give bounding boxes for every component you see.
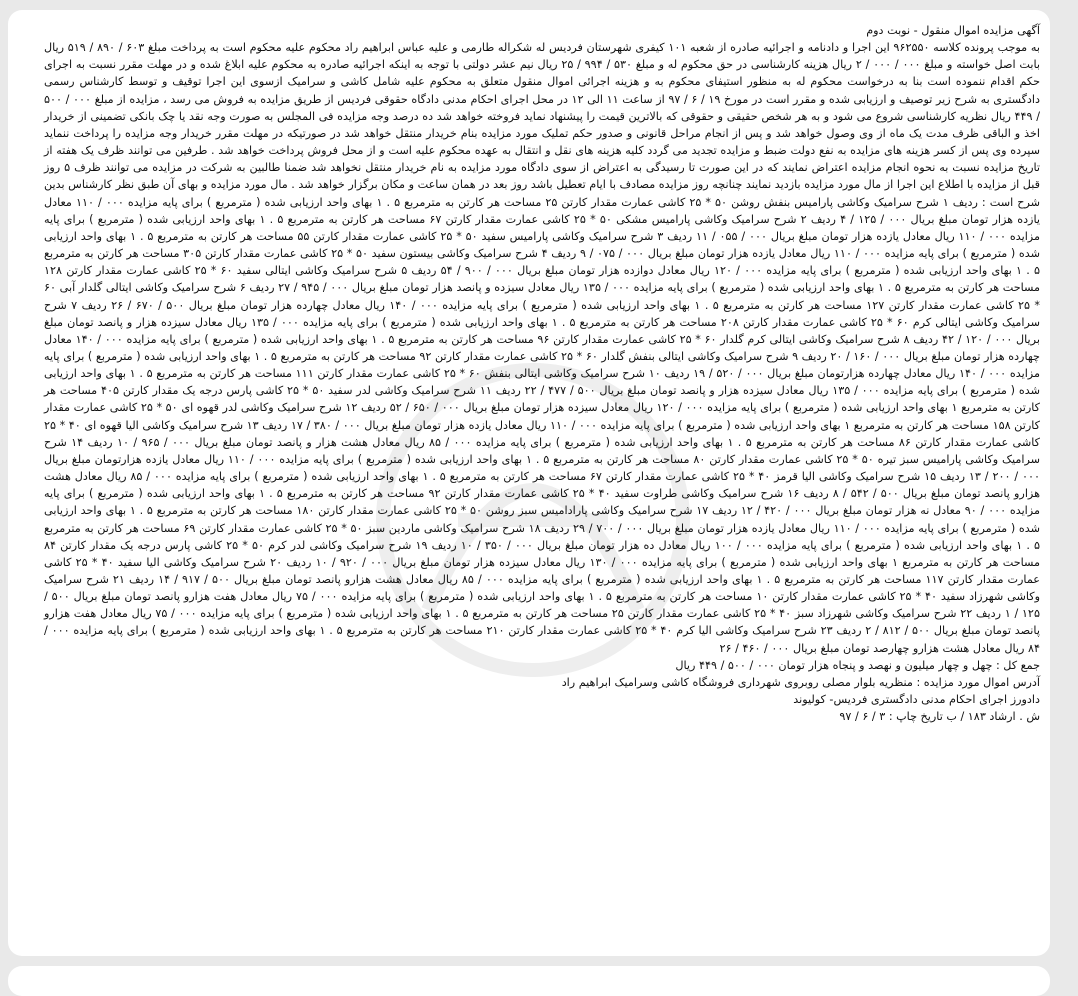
notice-authority: دادورز اجرای احکام مدنی دادگستری فردیس- کولیوند — [793, 693, 1040, 707]
next-card-edge — [8, 966, 1050, 996]
notice-card — [8, 10, 1050, 956]
notice-title: آگهی مزایده اموال منقول - نوبت دوم — [866, 24, 1040, 37]
notice-text — [44, 22, 1040, 725]
notice-footer: ش . ارشاد ۱۸۳ / ب تاریخ چاپ : ۳ / ۶ / ۹۷ — [839, 710, 1040, 724]
notice-total: جمع کل : چهل و چهار میلیون و نهصد و پنجاه هزار تومان ۰۰۰ / ۵۰۰ / ۴۴۹ ریال — [675, 658, 1040, 672]
notice-body: به موجب پرونده کلاسه ۹۶۲۵۵۰ این اجرا و دادنامه و اجرائیه صادره از شعبه ۱۰۱ کیفری شهرستان فردیس له شکراله طارمی و علیه عباس ابراهیم راد محکوم علیه محکوم است به پرداخت مبلغ ۶۰۳ / ۸۹۰ / ۵۱۹ ریال بابت اصل خواسته و مبلغ ۰۰۰ / ۰۰۰ / ۲ ریال هزینه کارشناسی در حق محکوم له و مبلغ ۵۳۰ / ۹۹۴ / ۲۵ ریال نیم عشر دولتی با توجه به اینکه اجرائیه صادره به محکوم علیه ابلاغ شده و در مهلت مقرر نسبت به اجرای حکم اقدام ننموده است بنا به درخواست محکوم له به منظور استیفای محکوم به و هزینه اجرائی اموال منقول متعلق به محکوم علیه شامل کاشی و سرامیک ازسوی این اجرا توقیف و توسط کارشناس رسمی دادگستری به شرح زیر توصیف و ارزیابی شده و مقرر است در مورخ ۱۹ / ۶ / ۹۷ از ساعت ۱۱ الی ۱۲ در محل اجرای احکام مدنی دادگاه حقوقی فردیس از طریق مزایده به فروش می رسد ، مزایده از مبلغ ۰۰۰ / ۵۰۰ / ۴۴۹ ریال نظریه کارشناسی شروع می شود و به هر شخص حقیقی و حقوقی که بالاترین قیمت را پیشنهاد نماید فروخته خواهد شد ده درصد وجه مزایده فی المجلس به صورت وجه نقد یا چک بانکی تضمینی از خریدار اخذ و الباقی ظرف مدت یک ماه از وی وصول خواهد شد و پس از انجام مراحل قانونی و صدور حکم تملیک مورد مزایده بنام خریدار منتقل خواهد شد در صورتیکه در مهلت مقرر خریدار وجه مزایده را پرداخت ننماید سپرده وی پس از کسر هزینه های مزایده به نفع دولت ضبط و مزایده تجدید می گردد کلیه هزینه های نقل و انتقال به عهده محکوم علیه است و از محل فروش پرداخت خواهد شد . طرفین می توانند ظرف یک هفته از تاریخ مزایده نسبت به نحوه انجام مزایده اعتراض نمایند که در این صورت تا رسیدگی به اعتراض از سوی دادگاه مورد مزایده به نام خریدار منتقل نخواهد شد ضمنا طالبین به شرکت در مزایده می توانند ظرف ۵ روز قبل از مزایده با اطلاع این اجرا از مال مورد مزایده بازدید نمایند چنانچه روز مزایده مصادف با ایام تعطیل باشد روز بعد در همان ساعت و مکان برگزار خواهد شد . مال مورد مزایده و بهای آن طبق نظر کارشناس بدین شرح است : ردیف ۱ شرح سرامیک وکاشی پارامیس بنفش روشن ۵۰ * ۲۵ کاشی عمارت مقدار کارتن ۲۵ مساحت هر کارتن به مترمربع ۵ . ۱ بهای واحد ارزیابی شده ( مترمربع ) برای پایه مزایده ۰۰۰ / ۱۱۰ معادل یازده هزار تومان مبلغ بریال ۰۰۰ / ۱۲۵ / ۴ ردیف ۲ شرح سرامیک وکاشی پارامیس مشکی ۵۰ * ۲۵ کاشی عمارت مقدار کارتن ۶۷ مساحت هر کارتن به مترمربع ۵ . ۱ بهای واحد ارزیابی شده ( مترمربع ) برای پایه مزایده ۰۰۰ / ۱۱۰ ریال معادل یازده هزار تومان مبلغ بریال ۰۰۰ / ۰۵۵ / ۱۱ ردیف ۳ شرح سرامیک وکاشی پارامیس سفید ۵۰ * ۲۵ کاشی عمارت مقدار کارتن ۵۵ مساحت هر کارتن به مترمربع ۵ . ۱ بهای واحد ارزیابی شده ( مترمربع ) برای پایه مزایده ۰۰۰ / ۱۱۰ ریال معادل یازده هزار تومان مبلغ بریال ۰۰۰ / ۰۷۵ / ۹ ردیف ۴ شرح سرامیک وکاشی بیستون سفید ۵۰ * ۲۵ کاشی عمارت مقدار کارتن ۳۰۵ مساحت هر کارتن به مترمربع ۵ . ۱ بهای واحد ارزیابی شده ( مترمربع ) برای پایه مزایده ۰۰۰ / ۱۲۰ ریال معادل دوازده هزار تومان مبلغ بریال ۰۰۰ / ۹۰۰ / ۵۴ ردیف ۵ شرح سرامیک وکاشی ایتالی سفید ۶۰ * ۲۵ کاشی عمارت مقدار کارتن ۱۲۸ مساحت هر کارتن به مترمربع ۵ . ۱ بهای واحد ارزیابی شده ( مترمربع ) برای پایه مزایده ۰۰۰ / ۱۳۵ ریال معادل سیزده و پانصد هزار تومان مبلغ بریال ۰۰۰ / ۹۴۵ / ۲۷ ردیف ۶ شرح سرامیک وکاشی ایتالی گلدار آبی ۶۰ * ۲۵ کاشی عمارت مقدار کارتن ۱۲۷ مساحت هر کارتن به مترمربع ۵ . ۱ بهای واحد ارزیابی شده ( مترمربع ) برای پایه مزایده ۰۰۰ / ۱۴۰ ریال معادل چهارده هزار تومان مبلغ بریال ۵۰۰ / ۶۷۰ / ۲۶ ردیف ۷ شرح سرامیک وکاشی ایتالی کرم ۶۰ * ۲۵ کاشی عمارت مقدار کارتن ۲۰۸ مساحت هر کارتن به مترمربع ۵ . ۱ بهای واحد ارزیابی شده ( مترمربع ) برای پایه مزایده ۰۰۰ / ۱۳۵ ریال معادل سیزده هزار و پانصد تومان مبلغ بریال ۰۰۰ / ۱۲۰ / ۴۲ ردیف ۸ شرح سرامیک وکاشی ایتالی کرم گلدار ۶۰ * ۲۵ کاشی عمارت مقدار کارتن ۹۶ مساحت هر کارتن به مترمربع ۵ . ۱ بهای واحد ارزیابی شده ( مترمربع ) برای پایه مزایده ۰۰۰ / ۱۴۰ معادل چهارده هزار تومان مبلغ بریال ۰۰۰ / ۱۶۰ / ۲۰ ردیف ۹ شرح سرامیک وکاشی ایتالی بنفش گلدار ۶۰ * ۲۵ کاشی عمارت مقدار کارتن ۹۲ مساحت هر کارتن به مترمربع ۵ . ۱ بهای واحد ارزیابی شده ( مترمربع ) برای پایه مزایده ۰۰۰ / ۱۴۰ ریال معادل چهارده هزارتومان مبلغ بریال ۰۰۰ / ۵۲۰ / ۱۹ ردیف ۱۰ شرح سرامیک وکاشی ایتالی بنفش ۶۰ * ۲۵ کاشی عمارت مقدار کارتن ۱۱۱ مساحت هر کارتن به مترمربع ۵ . ۱ بهای واحد ارزیابی شده ( مترمربع ) برای پایه مزایده ۰۰۰ / ۱۳۵ ریال معادل سیزده هزار و پانصد تومان مبلغ بریال ۵۰۰ / ۴۷۷ / ۲۲ ردیف ۱۱ شرح سرامیک وکاشی لدر سفید ۵۰ * ۲۵ کاشی پارس درجه یک مقدار کارتن ۴۰۵ مساحت هر کارتن به مترمربع ۱ بهای واحد ارزیابی شده ( مترمربع ) برای پایه مزایده ۰۰۰ / ۱۲۰ ریال معادل سیزده هزار تومان مبلغ بریال ۰۰۰ / ۶۵۰ / ۵۲ ردیف ۱۲ شرح سرامیک وکاشی لدر قهوه ای ۵۰ * ۲۵ کاشی عمارت مقدار کارتن ۱۵۸ مساحت هر کارتن به مترمربع ۱ بهای واحد ارزیابی شده ( مترمربع ) برای پایه مزایده ۰۰۰ / ۱۱۰ ریال معادل یازده هزار تومان مبلغ بریال ۰۰۰ / ۳۸۰ / ۱۷ ردیف ۱۳ شرح سرامیک وکاشی الیا قهوه ای ۴۰ * ۲۵ کاشی عمارت مقدار کارتن ۸۶ مساحت هر کارتن به مترمربع ۵ . ۱ بهای واحد ارزیابی شده ( مترمربع ) برای پایه مزایده ۰۰۰ / ۸۵ ریال معادل هشت هزار و پانصد تومان مبلغ بریال ۰۰۰ / ۹۶۵ / ۱۰ ردیف ۱۴ شرح سرامیک وکاشی پارامیس سبز تیره ۵۰ * ۲۵ کاشی عمارت مقدار کارتن ۸۰ مساحت هر کارتن به مترمربع ۵ . ۱ بهای واحد ارزیابی شده ( مترمربع ) برای پایه مزایده ۰۰۰ / ۱۱۰ ریال معادل یازده هزارتومان مبلغ بریال ۰۰۰ / ۲۰۰ / ۱۳ ردیف ۱۵ شرح سرامیک وکاشی الیا قرمز ۴۰ * ۲۵ کاشی عمارت مقدار کارتن ۶۷ مساحت هر کارتن به مترمربع ۵ . ۱ بهای واحد ارزیابی شده ( مترمربع ) برای پایه مزایده ۰۰۰ / ۸۵ ریال معادل هشت هزارو پانصد تومان مبلغ بریال ۵۰۰ / ۵۴۲ / ۸ ردیف ۱۶ شرح سرامیک وکاشی طراوت سفید ۴۰ * ۲۵ کاشی عمارت مقدار کارتن ۹۲ مساحت هر کارتن به مترمربع ۵ . ۱ بهای واحد ارزیابی شده ( مترمربع ) برای پایه مزایده ۰۰۰ / ۹۰ معادل نه هزار تومان مبلغ بریال ۰۰۰ / ۴۲۰ / ۱۲ ردیف ۱۷ شرح سرامیک وکاشی پارادامیس سبز روشن ۵۰ * ۲۵ کاشی عمارت مقدار کارتن ۱۸۰ مساحت هر کارتن به مترمربع ۵ . ۱ بهای واحد ارزیابی شده ( مترمربع ) برای پایه مزایده ۰۰۰ / ۱۱۰ ریال معادل یازده هزار تومان مبلغ بریال ۰۰۰ / ۷۰۰ / ۲۹ ردیف ۱۸ شرح سرامیک وکاشی ماردین سبز ۵۰ * ۲۵ کاشی عمارت مقدار کارتن ۶۹ مساحت هر کارتن به مترمربع ۵ . ۱ بهای واحد ارزیابی شده ( مترمربع ) برای پایه مزایده ۰۰۰ / ۱۰۰ ریال معادل ده هزار تومان مبلغ بریال ۰۰۰ / ۳۵۰ / ۱۰ ردیف ۱۹ شرح سرامیک وکاشی لدر کرم ۵۰ * ۲۵ کاشی پارس درجه یک مقدار کارتن ۸۴ مساحت هر کارتن به مترمربع ۱ بهای واحد ارزیابی شده ( مترمربع ) برای پایه مزایده ۰۰۰ / ۱۳۰ ریال معادل سیزده هزار تومان مبلغ بریال ۰۰۰ / ۹۲۰ / ۱۰ ردیف ۲۰ شرح سرامیک وکاشی الیا سفید ۴۰ * ۲۵ کاشی عمارت مقدار کارتن ۱۱۷ مساحت هر کارتن به مترمربع ۵ . ۱ بهای واحد ارزیابی شده ( مترمربع ) برای پایه مزایده ۰۰۰ / ۸۵ ریال معادل هشت هزارو پانصد تومان مبلغ بریال ۵۰۰ / ۹۱۷ / ۱۴ ردیف ۲۱ شرح سرامیک وکاشی شهرزاد سفید ۴۰ * ۲۵ کاشی عمارت مقدار کارتن ۱۰ مساحت هر کارتن به مترمربع ۵ . ۱ بهای واحد ارزیابی شده ( مترمربع ) برای پایه مزایده ۰۰۰ / ۷۵ ریال معادل هفت هزارو پانصد تومان مبلغ بریال ۵۰۰ / ۱۲۵ / ۱ ردیف ۲۲ شرح سرامیک وکاشی شهرزاد سبز ۴۰ * ۲۵ کاشی عمارت مقدار کارتن ۲۵ مساحت هر کارتن به مترمربع ۵ . ۱ بهای واحد ارزیابی شده ( مترمربع ) برای پایه مزایده ۰۰۰ / ۷۵ ریال معادل هفت هزارو پانصد تومان مبلغ بریال ۵۰۰ / ۸۱۲ / ۲ ردیف ۲۳ شرح سرامیک وکاشی الیا کرم ۴۰ * ۲۵ کاشی عمارت مقدار کارتن ۲۱۰ مساحت هر کارتن به مترمربع ۵ . ۱ بهای واحد ارزیابی شده ( مترمربع ) برای پایه مزایده ۰۰۰ / ۸۴ ریال معادل هشت هزارو چهارصد تومان مبلغ بریال ۰۰۰ / ۴۶۰ / ۲۶ — [44, 41, 1041, 655]
notice-address: آدرس اموال مورد مزایده : منظریه بلوار مصلی روبروی شهرداری فروشگاه کاشی وسرامیک ابراهیم راد — [561, 675, 1040, 689]
